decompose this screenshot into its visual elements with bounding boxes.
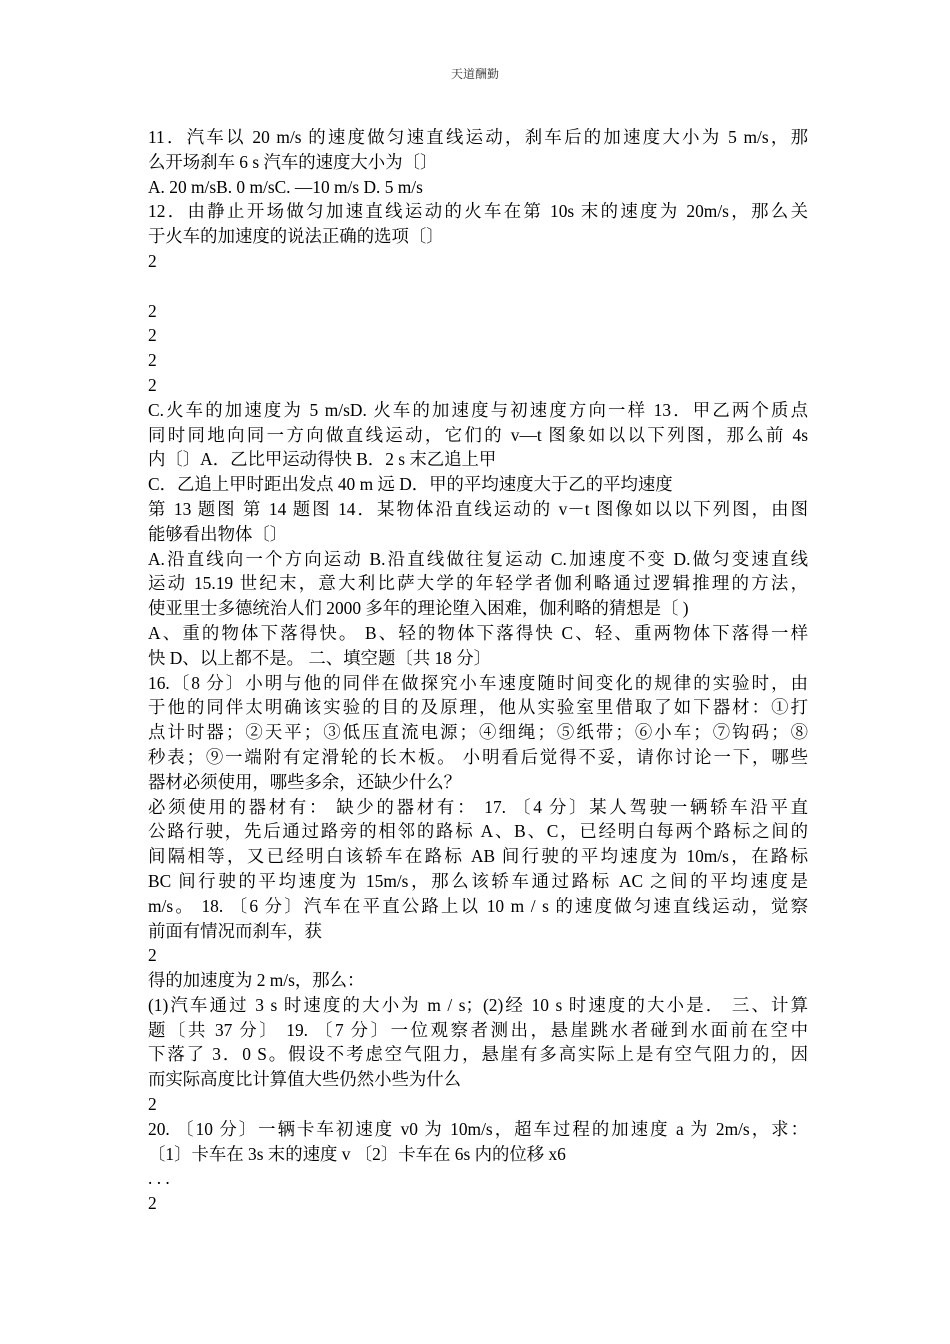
text-line: A.沿直线向一个方向运动 B.沿直线做往复运动 C.加速度不变 D.做匀变速直线 [148, 548, 808, 569]
text-line: 16.〔8 分〕小明与他的同伴在做探究小车速度随时间变化的规律的实验时，由 [148, 672, 808, 693]
text-line: 〔1〕卡车在 3s 末的速度 v 〔2〕卡车在 6s 内的位移 x6 [148, 1143, 566, 1164]
text-line: A、重的物体下落得快。 B、轻的物体下落得快 C、轻、重两物体下落得一样 [148, 622, 808, 643]
text-line: 内〔〕A．乙比甲运动得快 B．2 s 末乙追上甲 [148, 449, 497, 470]
text-line: 20. 〔10 分〕一辆卡车初速度 v0 为 10m/s，超车过程的加速度 a 为 2m/s，求： [148, 1118, 808, 1139]
text-line: 2 [148, 350, 157, 371]
text-line: 2 [148, 1193, 157, 1214]
text-line: 2 [148, 250, 157, 271]
text-line: 运动 15.19 世纪末，意大利比萨大学的年轻学者伽利略通过逻辑推理的方法， [148, 573, 808, 594]
text-line: 2 [148, 1094, 157, 1115]
text-line: 间隔相等，又已经明白该轿车在路标 AB 间行驶的平均速度为 10m/s，在路标 [148, 846, 808, 867]
text-line: 12．由静止开场做匀加速直线运动的火车在第 10s 末的速度为 20m/s，那么关 [148, 201, 808, 222]
text-line: 前面有情况而刹车，获 [148, 920, 322, 941]
text-line: 题〔共 37 分〕 19. 〔7 分〕一位观察者测出，悬崖跳水者碰到水面前在空中 [148, 1019, 808, 1040]
text-line: BC 间行驶的平均速度为 15m/s，那么该轿车通过路标 AC 之间的平均速度是 [148, 870, 808, 891]
text-line: . . . [148, 1168, 170, 1189]
text-line: 2 [148, 300, 157, 321]
text-line: 能够看出物体〔〕 [148, 523, 288, 544]
text-line: (1)汽车通过 3 s 时速度的大小为 m / s；(2)经 10 s 时速度的大小是． 三、计算 [148, 994, 808, 1015]
text-line: 么开场刹车 6 s 汽车的速度大小为〔〕 [148, 151, 438, 172]
text-line: 得的加速度为 2 m/s，那么： [148, 970, 365, 991]
text-line: 11．汽车以 20 m/s 的速度做匀速直线运动，刹车后的加速度大小为 5 m/s，那 [148, 127, 808, 147]
page-header: 天道酬勤 [450, 67, 499, 81]
text-line: 点计时器；②天平；③低压直流电源；④细绳；⑤纸带；⑥小车；⑦钩码；⑧ [148, 722, 808, 743]
text-line: 秒表；⑨一端附有定滑轮的长木板。 小明看后觉得不妥，请你讨论一下，哪些 [148, 746, 808, 767]
document-body [148, 125, 808, 1216]
text-line: 于他的同伴太明确该实验的目的及原理，他从实验室里借取了如下器材：①打 [148, 697, 808, 718]
text-line: m/s。 18. 〔6 分〕汽车在平直公路上以 10 m / s 的速度做匀速直线运动，觉察 [148, 895, 808, 916]
text-line: 2 [148, 945, 157, 966]
text-line: 必须使用的器材有： 缺少的器材有： 17. 〔4 分〕某人驾驶一辆轿车沿平直 [148, 796, 808, 817]
text-line: 使亚里士多德统治人们 2000 多年的理论堕入困难，伽利略的猜想是〔 ) [148, 598, 689, 619]
text-line: 2 [148, 374, 157, 395]
text-line: 第 13 题图 第 14 题图 14．某物体沿直线运动的 v－t 图像如以以下列图，由图 [148, 498, 808, 519]
text-line: 下落了 3．0 S。假设不考虑空气阻力，悬崖有多高实际上是有空气阻力的，因 [148, 1044, 808, 1065]
text-line: C．乙追上甲时距出发点 40 m 远 D．甲的平均速度大于乙的平均速度 [148, 474, 673, 495]
text-line: 器材必须使用，哪些多余，还缺少什么？ [148, 771, 462, 792]
text-line: 公路行驶，先后通过路旁的相邻的路标 A、B、C，已经明白每两个路标之间的 [148, 821, 808, 842]
text-line: C.火车的加速度为 5 m/sD. 火车的加速度与初速度方向一样 13．甲乙两个质点 [148, 399, 808, 420]
blank-line [148, 274, 808, 299]
text-line: 2 [148, 325, 157, 346]
text-line: 快 D、以上都不是。 二、填空题〔共 18 分〕 [148, 647, 491, 668]
text-line: A. 20 m/sB. 0 m/sC. —10 m/s D. 5 m/s [148, 176, 423, 197]
text-line: 而实际高度比计算值大些仍然小些为什么 [148, 1069, 462, 1090]
text-line: 于火车的加速度的说法正确的选项〔〕 [148, 226, 444, 247]
text-line: 同时同地向同一方向做直线运动，它们的 v—t 图象如以以下列图，那么前 4s [148, 424, 808, 445]
